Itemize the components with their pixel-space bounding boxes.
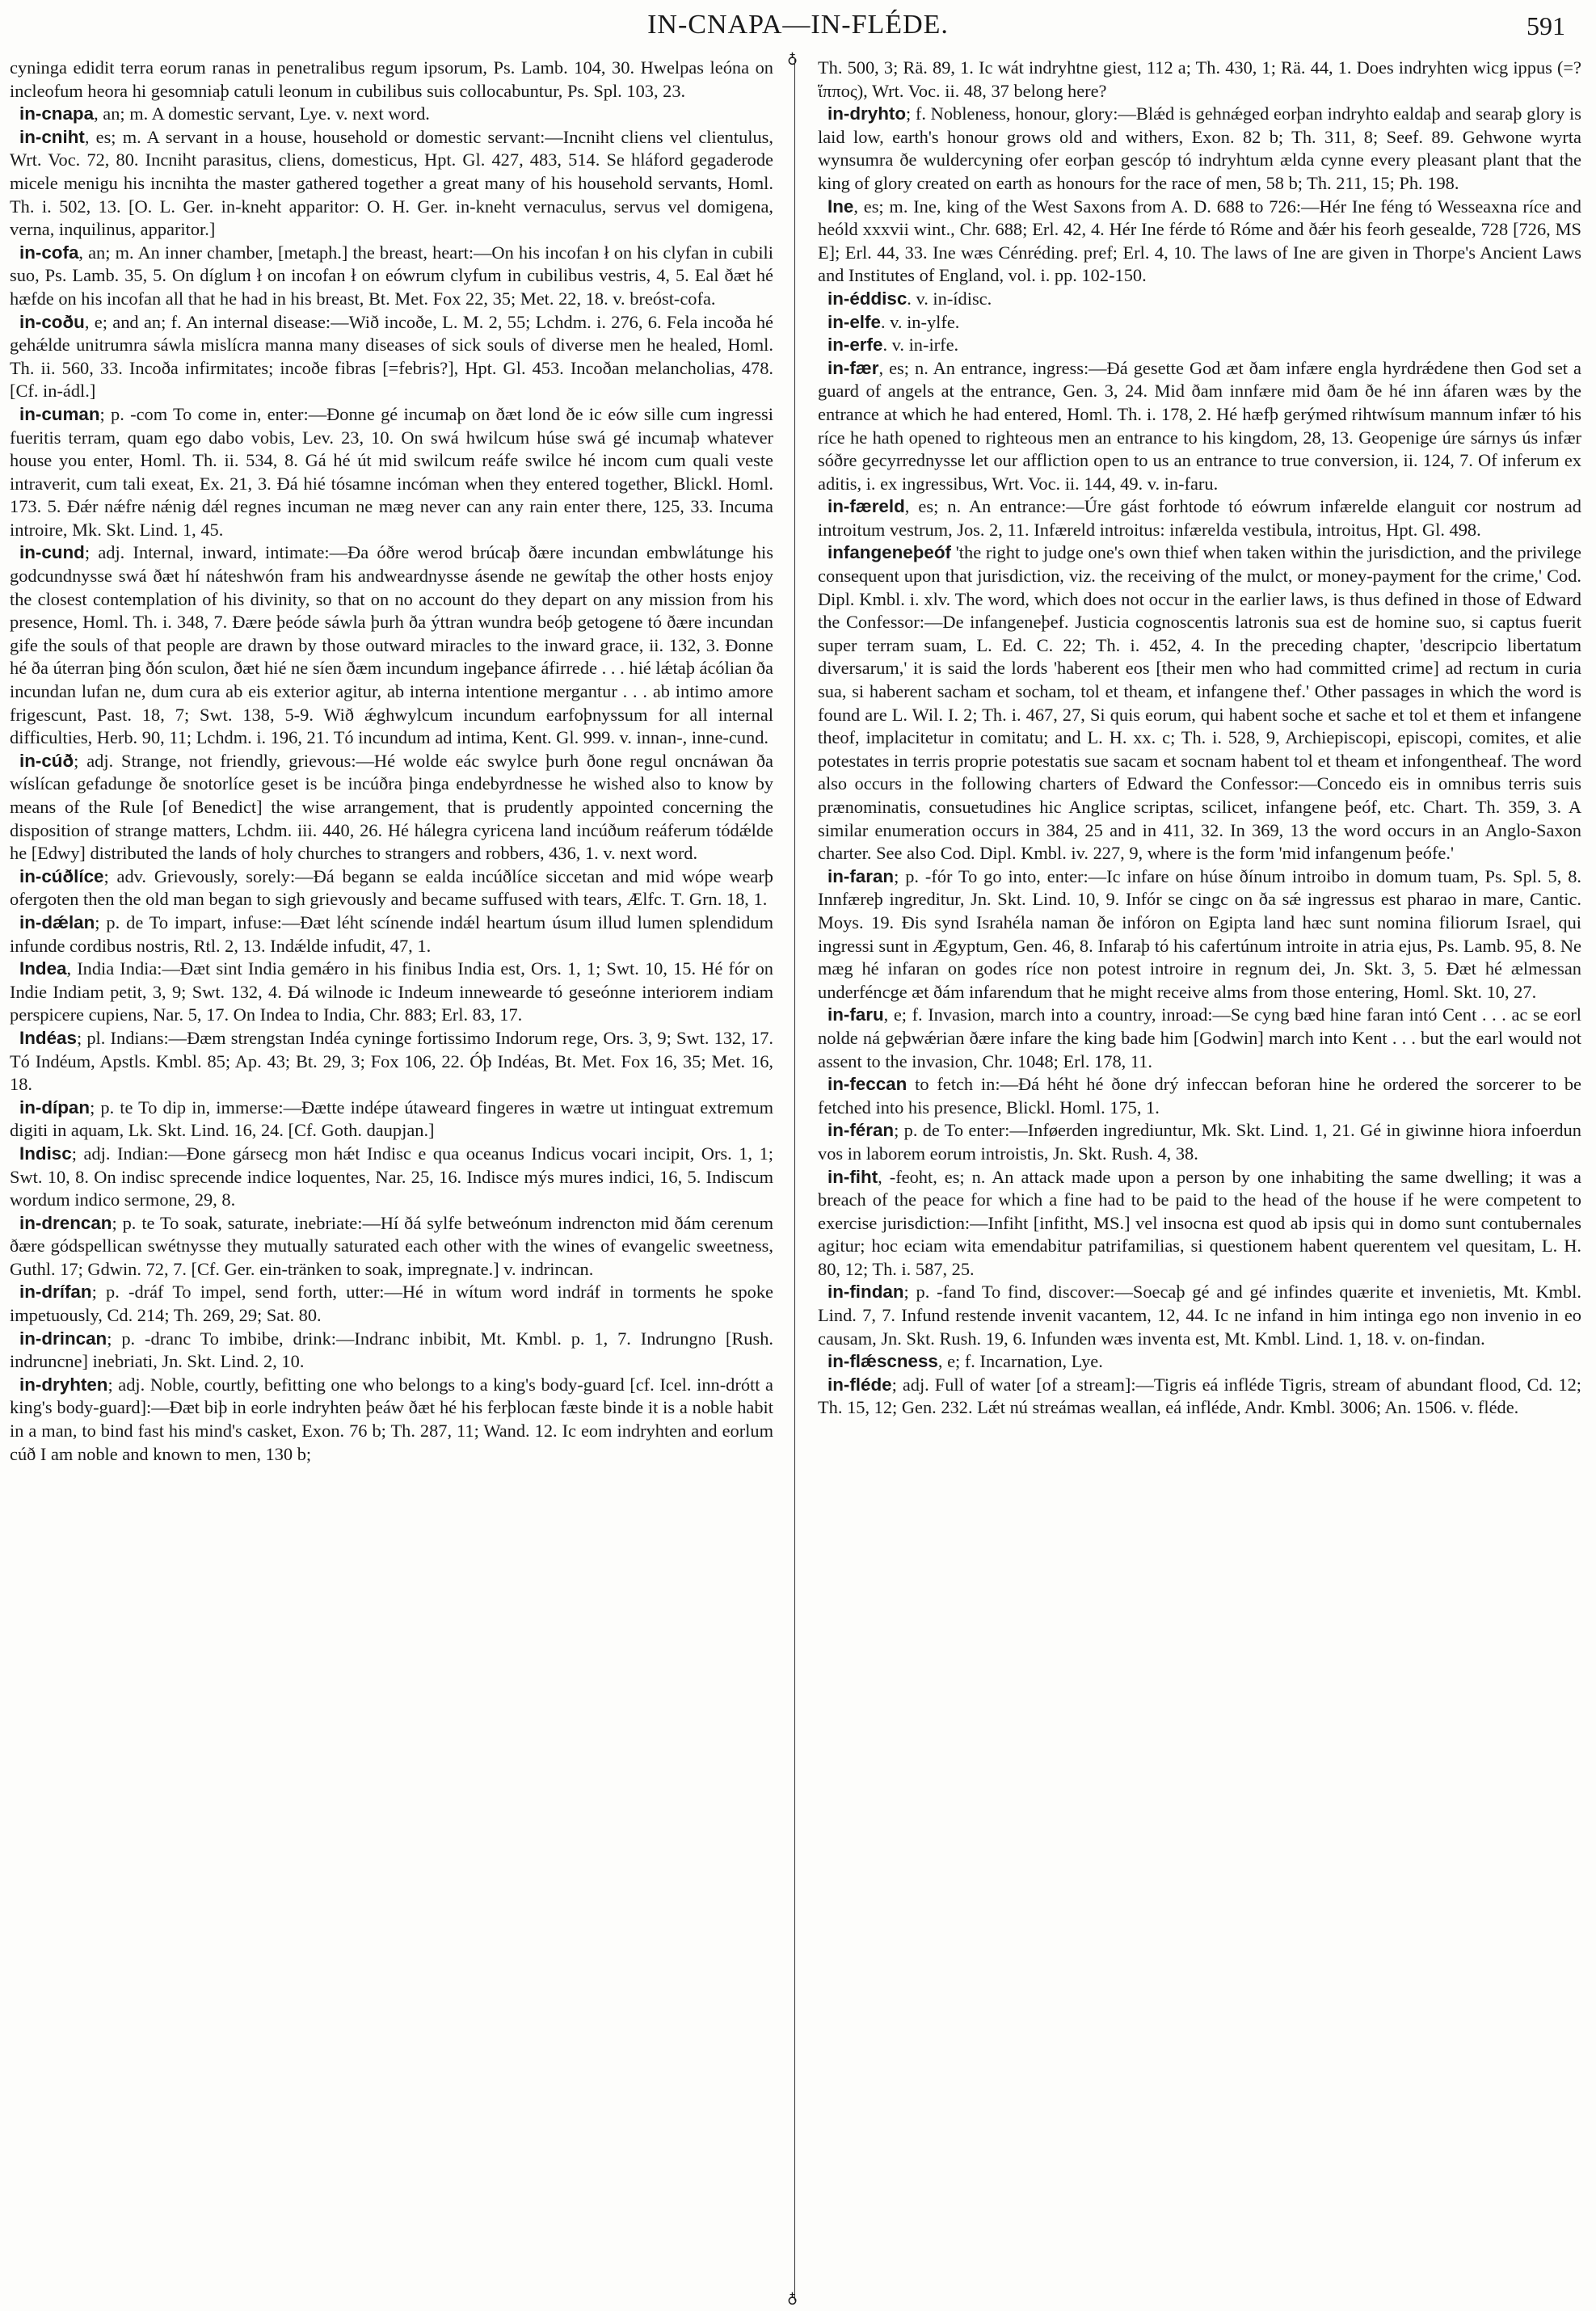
entry-headword: in-elfe xyxy=(827,311,881,332)
dictionary-entry xyxy=(818,288,1581,311)
dictionary-entry xyxy=(10,242,773,311)
dictionary-entry xyxy=(10,1281,773,1327)
entry-headword: in-éddisc xyxy=(827,288,907,309)
dictionary-entry xyxy=(818,865,1581,1004)
dictionary-entry xyxy=(818,1119,1581,1165)
dictionary-entry xyxy=(10,911,773,958)
entry-text: , es; m. Ine, king of the West Saxons from A. D. 688 to 726:—Hér Ine féng tó Wesseaxna ríce and heóld xxxvii wint., Chr. 688; Erl. 42, 4. Hér Ine férde tó Róme and ðǽr his feorh gesealde, 728 [726, MS E]; Erl. 44, 33. Ine wæs Cénréding. pref; Erl. 4, 10. The laws of Ine are given in Thorpe's Ancient Laws and Institutes of England, vol. i. pp. 102-150. xyxy=(818,196,1581,286)
entry-text: . v. in-ídisc. xyxy=(907,288,992,309)
entry-text: ; p. -dranc To imbibe, drink:—Indranc inbibit, Mt. Kmbl. p. 1, 7. Indrungno [Rush. indruncne] inebriati, Jn. Skt. Lind. 2, 10. xyxy=(10,1328,773,1372)
entry-headword: in-cofa xyxy=(19,242,79,263)
dictionary-entry xyxy=(818,1073,1581,1119)
entry-headword: in-dípan xyxy=(19,1097,91,1118)
dictionary-entry xyxy=(10,541,773,749)
entry-headword: in-erfe xyxy=(827,335,883,356)
entry-headword: in-færeld xyxy=(827,496,905,517)
entry-text: , es; m. A servant in a house, household or domestic servant:—Incniht cliens vel clientulus, Wrt. Voc. 72, 80. Incniht parasitus, cliens, domesticus, Hpt. Gl. 427, 483, 514. Se hláford gegaderode micele menigu his incnihta the master gathered together a great many of his household servants, Homl. Th. i. 502, 13. [O. L. Ger. in-kneht apparitor: O. H. Ger. in-kneht vernaculus, servus vel domigena, verna, inquilinus, apparitor.] xyxy=(10,126,773,240)
entry-headword: in-dǽlan xyxy=(19,911,95,932)
dictionary-entry xyxy=(818,196,1581,288)
entry-text: , an; m. A domestic servant, Lye. v. next word. xyxy=(94,103,430,124)
entry-headword: in-dryhto xyxy=(827,103,907,124)
dictionary-entry xyxy=(818,495,1581,541)
entry-text: , e; f. Incarnation, Lye. xyxy=(937,1351,1103,1372)
dictionary-entry xyxy=(10,103,773,126)
left-column xyxy=(10,57,773,1466)
entry-headword: in-cniht xyxy=(19,126,85,147)
dictionary-entry xyxy=(818,1166,1581,1282)
entry-text: to fetch in:—Ðá héht hé ðone drý infeccan beforan hine he ordered the sorcerer to be fetched into his presence, Blickl. Homl. 175, 1. xyxy=(818,1074,1581,1118)
entry-headword: Indéas xyxy=(19,1027,77,1048)
entry-text: ; adj. Internal, inward, intimate:—Ða óðre werod brúcaþ ðære incundan embwlátunge his godcundnysse swá ðæt hí náteshwón fram his andweardnysse ásende ne gewítaþ the other hosts enjoy the closest contemplation of his divinity, so that on no account do they depart on any mission from his presence, Homl. Th. i. 348, 7. Ðære þeóde sáwla þurh ða ýttran wundra beóþ getogene tó ðære incundan gife the souls of that people are drawn by those outward miracles to the inward grace, ii. 132, 3. Ðonne hé ða úterran þing ðón sculon, ðæt hié ne síen ðæm incundum ingeþance áfirrede . . . hié lǽtaþ ácólian ða incundan lufan ne, dum cura ab eis exterior agitur, ab interna intentione mergantur . . . ab intimo amore frigescunt, Past. 18, 7; Swt. 138, 5-9. Wið ǽghwylcum incundum earfoþnyssum for all internal difficulties, Herb. 90, 11; Lchdm. i. 196, 21. Tó incundum ad intima, Kent. Gl. 999. v. innan-, inne-cund. xyxy=(10,542,773,748)
entry-text: 'the right to judge one's own thief when taken within the jurisdiction, and the privilege consequent upon that jurisdiction, viz. the receiving of the mulct, or money-payment for the crime,' Cod. Dipl. Kmbl. i. xlv. The word, which does not occur in the earlier laws, is thus defined in those of Edward the Confessor:—De infangeneþef. Justicia cognoscentis latronis sua est de homine suo, si captus fuerit super terram suam, L. Ed. C. 22; Th. i. 452, 4. In the preceding chapter, 'descripcio libertatum diversarum,' it is said the lords 'haberent eos [their men who had committed crime] ad rectum in curia sua, si haberent sacham et socham, tol et theam, et infangene thef.' Other passages in which the word is found are L. Wil. I. 2; Th. i. 467, 27, Si quis eorum, qui habent soche et sache et tol et them et infangene theof, implacitetur in comitatu; and L. H. xx. c; Th. i. 528, 9, Archiepiscopi, episcopi, comites, et alie potestates in terris proprie potestatis sue sacam et socnam habent tol et theam et infongentheaf. The word also occurs in the following charters of Edward the Confessor:—Concedo eis in omnibus terris suis prænominatis, consuetudines hic Anglice scriptas, scilicet, infangene þeóf, etc. Chart. Th. 359, 3. A similar enumeration occurs in 384, 25 and in 411, 32. In 369, 13 the word occurs in an Anglo-Saxon charter. See also Cod. Dipl. Kmbl. iv. 227, 9, where is the form 'mid infangenum þeófe.' xyxy=(818,542,1581,864)
entry-headword: in-fiht xyxy=(827,1166,878,1187)
dictionary-entry xyxy=(818,1374,1581,1420)
entry-headword: in-drífan xyxy=(19,1282,92,1303)
dictionary-entry xyxy=(10,311,773,403)
entry-text: ; p. -fór To go into, enter:—Ic infare on húse ðínum introibo in domum tuam, Ps. Spl. 5, 8. Innfæreþ ingreditur, Jn. Skt. Lind. 10, 9. Infór se cingc on ða sǽ ingressus est pharao in mare, Cantic. Moys. 19. Ðis synd Israhéla naman ðe infóron on Egipta land hæc sunt nomina filiorum Israel, qui ingressi sunt in Ægyptum, Gen. 46, 8. Infaraþ tó his cafertúnum introite in atria ejus, Ps. Lamb. 95, 8. Ne mæg hé infaran on godes ríce non potest introire in regnum dei, Jn. Skt. 3, 5. Ðæt hé ælmessan underféncge æt ðám infarendum that he might receive alms from those entering, Homl. Skt. 10, 27. xyxy=(818,865,1581,1002)
dictionary-entry xyxy=(818,334,1581,357)
entry-text: ; adj. Noble, courtly, befitting one who belongs to a king's body-guard [cf. Icel. inn-drótt a king's body-guard]:—Ðæt biþ in eorle indryhten þeáw ðæt hé his ferþlocan fæste binde it is a noble habit in a man, to bind fast his mind's casket, Exon. 76 b; Th. 287, 11; Wand. 12. Ic eom indryhten and eorlum cúð I am noble and known to men, 130 b; xyxy=(10,1374,773,1464)
entry-headword: in-cuman xyxy=(19,403,100,424)
entry-text: , e; and an; f. An internal disease:—Wið incoðe, L. M. 2, 55; Lchdm. i. 276, 6. Fela incoða hé gehǽlde unitrumra sáwla mislícra manna many diseases of sick souls of diverse men he healed, Homl. Th. ii. 560, 33. Incoða infirmitates; incoðe fibras [=febris?], Hpt. Gl. 453. Incoðan melancholias, 478. [Cf. in-ádl.] xyxy=(10,311,773,402)
dictionary-entry xyxy=(10,1143,773,1212)
dictionary-entry xyxy=(10,126,773,242)
dictionary-entry xyxy=(10,1374,773,1466)
dictionary-entry xyxy=(10,1027,773,1097)
entry-text: ; p. te To soak, saturate, inebriate:—Hí ðá sylfe betweónum indrencton mid ðám cerenum ðære gódspellican swétnysse they mutually saturated each other with the wines of evangelic sweetness, Guthl. 17; Gdwin. 72, 7. [Cf. Ger. ein-tränken to soak, impregnate.] v. indrincan. xyxy=(10,1212,773,1279)
entry-text: Th. 500, 3; Rä. 89, 1. Ic wát indryhtne giest, 112 a; Th. 430, 1; Rä. 44, 1. Does indryhten wicg ippus (=? ἵππος), Wrt. Voc. ii. 48, 37 belong here? xyxy=(818,57,1581,101)
entry-text: ; p. de To enter:—Inføerden ingrediuntur, Mk. Skt. Lind. 1, 21. Gé in giwinne hiora infoerdun vos in laborem eorum introistis, Jn. Skt. Rush. 4, 38. xyxy=(818,1120,1581,1164)
entry-headword: in-féran xyxy=(827,1120,895,1141)
entry-headword: in-cúð xyxy=(19,750,74,771)
entry-text: , India India:—Ðæt sint India gemǽro in his finibus India est, Ors. 1, 1; Swt. 10, 15. Hé fór on Indie Indiam petit, 3, 9; Swt. 132, 4. Ðá wilnode ic Indeum innewearde tó geseónne interiorem indiam perspicere cupiens, Nar. 5, 17. On Indea to India, Chr. 883; Erl. 83, 17. xyxy=(10,958,773,1025)
entry-text: , e; f. Invasion, march into a country, inroad:—Se cyng bæd hine faran intó Cent . . . ac se eorl nolde ná geþwǽrian ðære infare the king bade him [Godwin] march into Kent . . . but the earl would not assent to the invasion, Chr. 1048; Erl. 178, 11. xyxy=(818,1004,1581,1071)
dictionary-entry xyxy=(10,750,773,865)
entry-headword: in-cnapa xyxy=(19,103,95,124)
page-number: 591 xyxy=(1527,11,1565,40)
dictionary-entry xyxy=(10,403,773,542)
dictionary-entry xyxy=(10,1328,773,1374)
entry-headword: infangeneþeóf xyxy=(827,542,952,563)
entry-text: ; p. te To dip in, immerse:—Ðætte indépe útaweard fingeres in wætre ut intinguat extremum digiti in aquam, Lk. Skt. Lind. 16, 24. [Cf. Goth. daupjan.] xyxy=(10,1097,773,1141)
dictionary-entry xyxy=(818,357,1581,496)
running-title: IN-CNAPA—IN-FLÉDE. xyxy=(647,10,949,40)
column-divider xyxy=(794,58,795,2300)
entry-text: ; adj. Full of water [of a stream]:—Tigris eá infléde Tigris, stream of abundant flood, Cd. 12; Th. 15, 12; Gen. 232. Lǽt nú streámas weallan, eá infléde, Andr. Kmbl. 3006; An. 1506. v. fléde. xyxy=(818,1374,1581,1418)
dictionary-entry xyxy=(818,541,1581,865)
entry-headword: in-faru xyxy=(827,1004,884,1025)
entry-headword: in-dryhten xyxy=(19,1374,108,1395)
entry-headword: Indisc xyxy=(19,1143,72,1164)
dictionary-entry xyxy=(818,1350,1581,1374)
dictionary-entry xyxy=(10,1212,773,1282)
entry-text: , -feoht, es; n. An attack made upon a person by one inhabiting the same dwelling; it was a breach of the peace for which a fine had to be paid to the head of the house if he were competent to exercise jurisdiction:—Infiht [infitht, MS.] vel insocna est quod ab ipsis qui in domo sunt contubernales agitur; hoc eciam wita emendabitur patrifamilias, si questionem habent querentem vel quesitam, L. H. 80, 12; Th. i. 587, 25. xyxy=(818,1166,1581,1279)
entry-headword: in-cund xyxy=(19,542,85,563)
entry-text: ; adv. Grievously, sorely:—Ðá begann se ealda incúðlíce siccetan and mid wópe wearþ ofergoten then the old man began to sigh grievously and became suffused with tears, Ælfc. T. Grn. 18, 1. xyxy=(10,865,773,910)
entry-headword: Ine xyxy=(827,196,854,217)
entry-headword: in-cúðlíce xyxy=(19,865,104,886)
column-rule-ornament-icon: ♁ xyxy=(787,50,798,67)
entry-text: ; adj. Indian:—Ðone gársecg mon hǽt Indisc e qua oceanus Indicus vocari incipit, Ors. 1, 1; Swt. 10, 8. On indisc sprecende indice loquentes, Nar. 25, 16. Indisce mýs mures indici, 16, 5. Indiscum wordum indico sermone, 29, 8. xyxy=(10,1143,773,1210)
entry-headword: in-coðu xyxy=(19,311,85,332)
entry-headword: in-drencan xyxy=(19,1212,112,1233)
entry-headword: in-flǽscness xyxy=(827,1351,938,1372)
dictionary-entry xyxy=(10,958,773,1027)
entry-text: . v. in-ylfe. xyxy=(880,311,960,332)
entry-text: cyninga edidit terra eorum ranas in penetralibus regum ipsorum, Ps. Lamb. 104, 30. Hwelpas leóna on incleofum heora hi gesomniaþ catuli leonum in cubilibus suis collocabuntur, Ps. Spl. 103, 23. xyxy=(10,57,773,101)
dictionary-entry xyxy=(10,1097,773,1143)
entry-text: ; pl. Indians:—Ðæm strengstan Indéa cyninge fortissimo Indorum rege, Ors. 3, 9; Swt. 132, 17. Tó Indéum, Apstls. Kmbl. 85; Ap. 43; Bt. 29, 3; Fox 106, 22. Óþ Indéas, Bt. Met. Fox 16, 35; Met. 16, 18. xyxy=(10,1027,773,1095)
entry-text: ; p. -fand To find, discover:—Soecaþ gé and gé infindes quærite et invenietis, Mt. Kmbl. Lind. 7, 7. Infund restende invenit vacantem, 12, 44. Ic ne infand in him intinga ego non invenio in eo causam, Jn. Skt. Rush. 19, 6. Infunden wæs inventa est, Mt. Kmbl. Lind. 1, 18. v. on-findan. xyxy=(818,1282,1581,1349)
dictionary-entry xyxy=(818,311,1581,335)
dictionary-entry xyxy=(818,1281,1581,1350)
dictionary-entry xyxy=(818,103,1581,195)
entry-headword: Indea xyxy=(19,958,67,979)
entry-text: , es; n. An entrance:—Úre gást forhtode tó eówrum infærelde elanguit cor nostrum ad introitum vestrum, Jos. 2, 11. Infæreld introitus: infærelda vestibula, introitus, Hpt. Gl. 498. xyxy=(818,496,1581,540)
column-rule-ornament-icon: ♁ xyxy=(787,2290,798,2307)
page-header xyxy=(0,10,1596,48)
entry-headword: in-fær xyxy=(827,357,879,378)
dictionary-entry xyxy=(818,1004,1581,1073)
dictionary-entry xyxy=(818,57,1581,103)
entry-headword: in-faran xyxy=(827,865,895,886)
entry-text: . v. in-irfe. xyxy=(882,335,959,356)
dictionary-entry xyxy=(10,57,773,103)
right-column xyxy=(818,57,1581,1420)
entry-headword: in-findan xyxy=(827,1282,904,1303)
entry-text: , an; m. An inner chamber, [metaph.] the breast, heart:—On his incofan ł on his clyfan in cubili suo, Ps. Lamb. 35, 5. On díglum ł on incofan ł on eówrum clyfum in cubilibus vestris, 4, 5. Eal ðæt hé hæfde on his incofan all that he had in his breast, Bt. Met. Fox 22, 35; Met. 22, 18. v. breóst-cofa. xyxy=(10,242,773,309)
entry-text: ; p. de To impart, infuse:—Ðæt léht scínende indǽl heartum úsum illud lumen splendidum infunde cordibus nostris, Rtl. 2, 13. Indǽlde infudit, 47, 1. xyxy=(10,911,773,956)
entry-headword: in-fléde xyxy=(827,1374,892,1395)
entry-text: ; p. -com To come in, enter:—Ðonne gé incumaþ on ðæt lond ðe ic eów sille cum ingressi fueritis terram, quam ego dabo vobis, Lev. 23, 10. On swá hwilcum húse swá gé incumaþ whatever house you enter, Homl. Th. ii. 534, 8. Gá hé út mid swilcum reáfe swilce hé incom cum quali veste intraverit, cum tali exeat, Ex. 21, 3. Ðá hié tósamne incóman when they entered together, Blickl. Homl. 173. 5. Ðǽr nǽfre nǽnig dǽl regnes incuman ne mæg never can any rain enter there, 125, 33. Incuma introire, Mk. Skt. Lind. 1, 45. xyxy=(10,403,773,540)
entry-headword: in-drincan xyxy=(19,1328,107,1349)
entry-text: ; adj. Strange, not friendly, grievous:—Hé wolde eác swylce þurh ðone regul oncnáwan ða wíslícan gefadunge ðe snotorlíce geset is be incúðra þinga endebyrdnesse he wished also to know by means of the Rule [of Benedict] the wise arrangement, that is prudently appointed concerning the disposition of strange matters, Lchdm. iii. 440, 26. Hé hálegra cyricena land incúðum reáferum tódǽlde he [Edwy] distributed the lands of holy churches to strangers and robbers, 436, 1. v. next word. xyxy=(10,750,773,864)
entry-text: ; p. -dráf To impel, send forth, utter:—Hé in wítum word indráf in torments he spoke impetuously, Cd. 214; Th. 269, 29; Sat. 80. xyxy=(10,1282,773,1326)
entry-text: ; f. Nobleness, honour, glory:—Blǽd is gehnǽged eorþan indryhto ealdaþ and searaþ glory is laid low, earth's honour grows old and withers, Exon. 82 b; Th. 311, 8; Seef. 89. Gehwone wyrta wynsumra ðe wuldercyning ofer eorþan gescóp tó indryhtum ælda cynne every pleasant plant that the king of glory created on earth as honours for the race of men, 58 b; Th. 211, 15; Ph. 198. xyxy=(818,103,1581,193)
entry-text: , es; n. An entrance, ingress:—Ðá gesette God æt ðam infære engla hyrdrǽdene then God set a guard of angels at the entrance, Gen. 3, 24. Mid ðam innfære mid ðam ðe hé inn áfaren wæs by the entrance at which he had entered, Homl. Th. i. 178, 2. Hé hæfþ gerýmed rihtwísum mannum infær tó his ríce he hath opened to righteous men an entrance to his kingdom, 28, 13. Geopenige úre sárnys ús infær sóðre gecyrrednysse let our affliction open to us an entrance to true conversion, ii. 124, 7. Of inferum ex aditis, i. ex ingressibus, Wrt. Voc. ii. 144, 49. v. in-faru. xyxy=(818,357,1581,494)
dictionary-entry xyxy=(10,865,773,911)
entry-headword: in-feccan xyxy=(827,1074,907,1095)
